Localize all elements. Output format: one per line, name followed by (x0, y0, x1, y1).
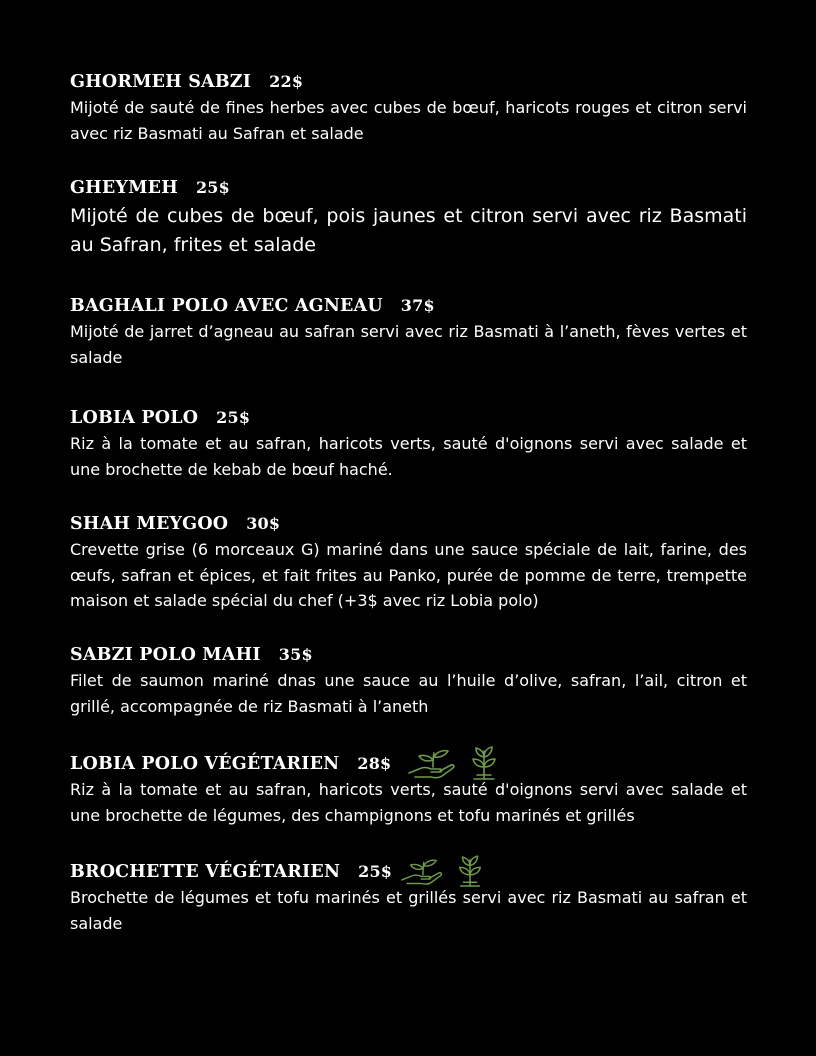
dish-description: Riz à la tomate et au safran, haricots verts, sauté d'oignons servi avec salade et une brochette de kebab de bœuf haché. (70, 434, 747, 479)
dish-name: BROCHETTE VÉGÉTARIEN (70, 862, 341, 882)
menu-item (70, 295, 747, 370)
dish-name: LOBIA POLO (70, 408, 199, 428)
dish-description: Brochette de légumes et tofu marinés et grillés servi avec riz Basmati au safran et salade (70, 888, 747, 933)
menu-item (70, 861, 747, 936)
dish-price: 30$ (246, 514, 281, 533)
menu-item-title (70, 861, 747, 883)
dish-description: Crevette grise (6 morceaux G) mariné dans une sauce spéciale de lait, farine, des œufs, safran et épices, et fait frites au Panko, purée de pomme de terre, trempette maison et salade spécial du chef (+3$ avec riz Lobia polo) (70, 540, 747, 610)
menu-item-title (70, 753, 747, 775)
menu-item-title (70, 644, 747, 666)
dish-name: SABZI POLO MAHI (70, 645, 261, 665)
dish-price: 28$ (357, 754, 392, 773)
dish-description: Mijoté de sauté de fines herbes avec cubes de bœuf, haricots rouges et citron servi avec riz Basmati au Safran et salade (70, 98, 747, 143)
dish-name: LOBIA POLO VÉGÉTARIEN (70, 754, 340, 774)
menu-item-title (70, 407, 747, 429)
dish-name: GHEYMEH (70, 178, 178, 198)
dish-description: Filet de saumon mariné dnas une sauce au l’huile d’olive, safran, l’ail, citron et grillé, accompagnée de riz Basmati à l’aneth (70, 671, 747, 716)
dish-name: GHORMEH SABZI (70, 72, 252, 92)
hand-sprout-icon (400, 856, 446, 888)
dish-description: Mijoté de cubes de bœuf, pois jaunes et citron servi avec riz Basmati au Safran, frites et salade (70, 205, 747, 256)
menu-item (70, 513, 747, 614)
menu-item-title (70, 71, 747, 93)
dish-name: BAGHALI POLO AVEC AGNEAU (70, 296, 383, 316)
dish-price: 25$ (195, 178, 230, 197)
dish-name: SHAH MEYGOO (70, 514, 229, 534)
menu-item-title (70, 177, 747, 199)
dish-price: 22$ (269, 72, 304, 91)
dish-price: 25$ (216, 408, 251, 427)
dish-description: Mijoté de jarret d’agneau au safran servi avec riz Basmati à l’aneth, fèves vertes et salade (70, 322, 747, 367)
dish-price: 25$ (358, 862, 393, 881)
menu-item (70, 177, 747, 260)
menu-item-title (70, 513, 747, 535)
menu-item (70, 71, 747, 146)
menu-item-title (70, 295, 747, 317)
menu-item (70, 644, 747, 719)
menu-item (70, 753, 747, 828)
dish-price: 35$ (278, 645, 313, 664)
dish-description: Riz à la tomate et au safran, haricots verts, sauté d'oignons servi avec salade et une brochette de légumes, des champignons et tofu marinés et grillés (70, 780, 747, 825)
hand-sprout-icon (407, 747, 459, 781)
dish-price: 37$ (400, 296, 435, 315)
menu-item (70, 407, 747, 482)
